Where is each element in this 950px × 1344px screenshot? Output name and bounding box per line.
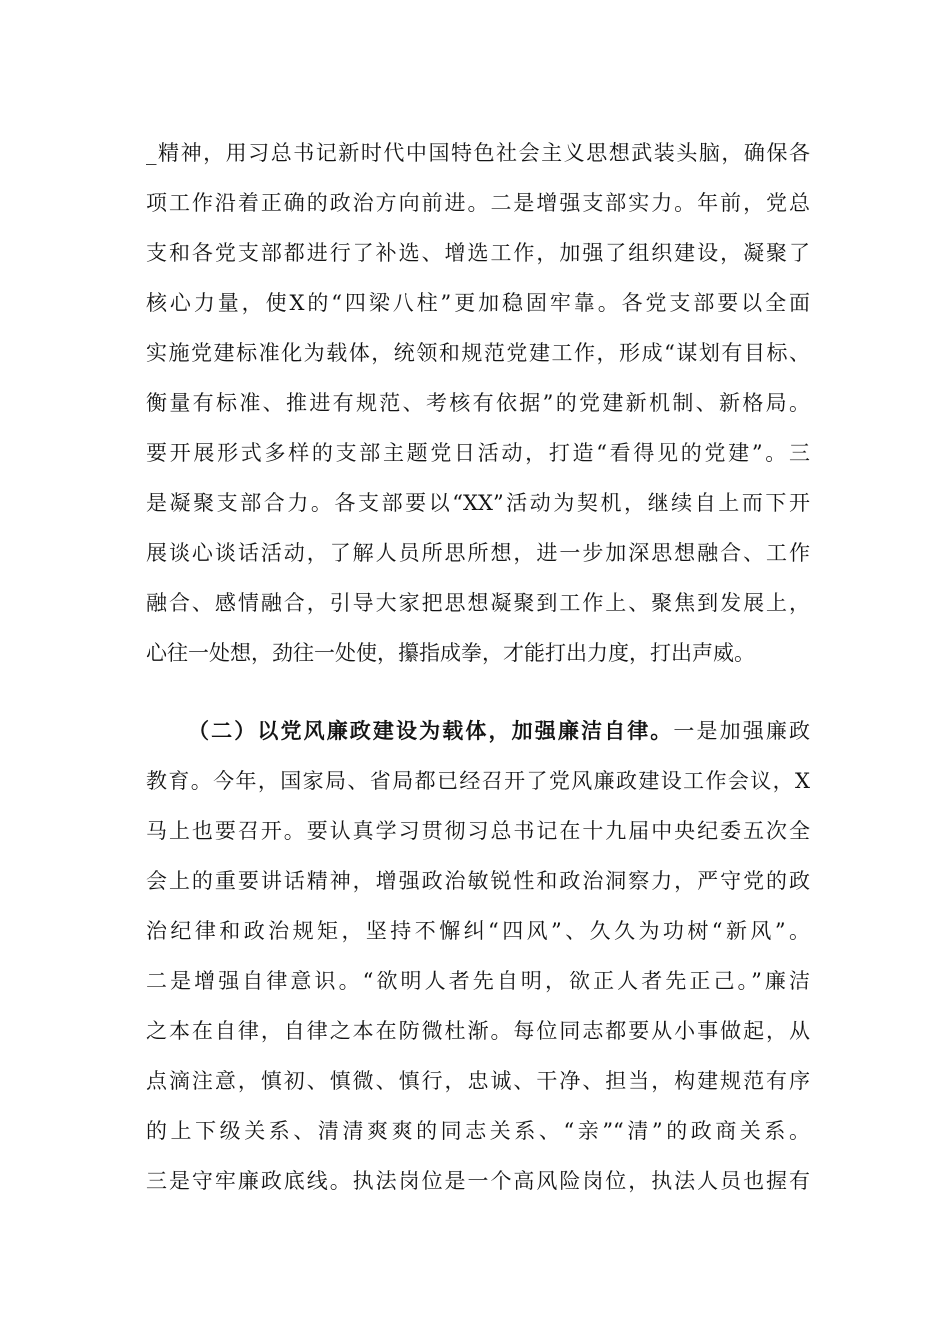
- text-line: 要开展形式多样的支部主题党日活动，打造“看得见的党建”。三: [146, 441, 810, 465]
- text-line: 马上也要召开。要认真学习贯彻习总书记在十九届中央纪委五次全: [146, 819, 810, 843]
- section-heading: （二）以党风廉政建设为载体，加强廉洁自律。: [188, 718, 674, 743]
- text-line: 项工作沿着正确的政治方向前进。二是增强支部实力。年前，党总: [146, 191, 810, 215]
- text-line: 支和各党支部都进行了补选、增选工作，加强了组织建设，凝聚了: [146, 241, 810, 265]
- text-line: 点滴注意，慎初、慎微、慎行，忠诚、干净、担当，构建规范有序: [146, 1069, 810, 1093]
- text-line: 展谈心谈话活动，了解人员所思所想，进一步加深思想融合、工作: [146, 541, 810, 565]
- text-line: 衡量有标准、推进有规范、考核有依据”的党建新机制、新格局。: [146, 391, 810, 415]
- text-line: 心往一处想，劲往一处使，攥指成拳，才能打出力度，打出声威。: [146, 641, 755, 665]
- text-line: _精神，用习总书记新时代中国特色社会主义思想武装头脑，确保各: [146, 141, 810, 165]
- text-line: 治纪律和政治规矩，坚持不懈纠“四风”、久久为功树“新风”。: [146, 919, 810, 943]
- text-line: 之本在自律，自律之本在防微杜渐。每位同志都要从小事做起，从: [146, 1019, 810, 1043]
- text-line: 实施党建标准化为载体，统领和规范党建工作，形成“谋划有目标、: [146, 341, 810, 365]
- text-line: 教育。今年，国家局、省局都已经召开了党风廉政建设工作会议，X: [146, 769, 810, 793]
- section-heading-line: [146, 706, 810, 756]
- paragraph-party-building: [146, 128, 810, 678]
- text-line: 是凝聚支部合力。各支部要以“XX”活动为契机，继续自上而下开: [146, 491, 810, 515]
- section-heading-continuation: 一是加强廉政: [673, 719, 810, 743]
- paragraph-clean-governance: [146, 706, 810, 1206]
- paragraph-spacer: [146, 678, 810, 706]
- text-line: 的上下级关系、清清爽爽的同志关系、“亲”“清”的政商关系。: [146, 1119, 810, 1143]
- text-line: 二是增强自律意识。“欲明人者先自明，欲正人者先正己。”廉洁: [146, 969, 810, 993]
- text-line: 核心力量，使X的“四梁八柱”更加稳固牢靠。各党支部要以全面: [146, 291, 810, 315]
- text-line: 三是守牢廉政底线。执法岗位是一个高风险岗位，执法人员也握有: [146, 1169, 810, 1193]
- text-line: 融合、感情融合，引导大家把思想凝聚到工作上、聚焦到发展上，: [146, 591, 810, 615]
- text-line: 会上的重要讲话精神，增强政治敏锐性和政治洞察力，严守党的政: [146, 869, 810, 893]
- document-body: [146, 128, 810, 1206]
